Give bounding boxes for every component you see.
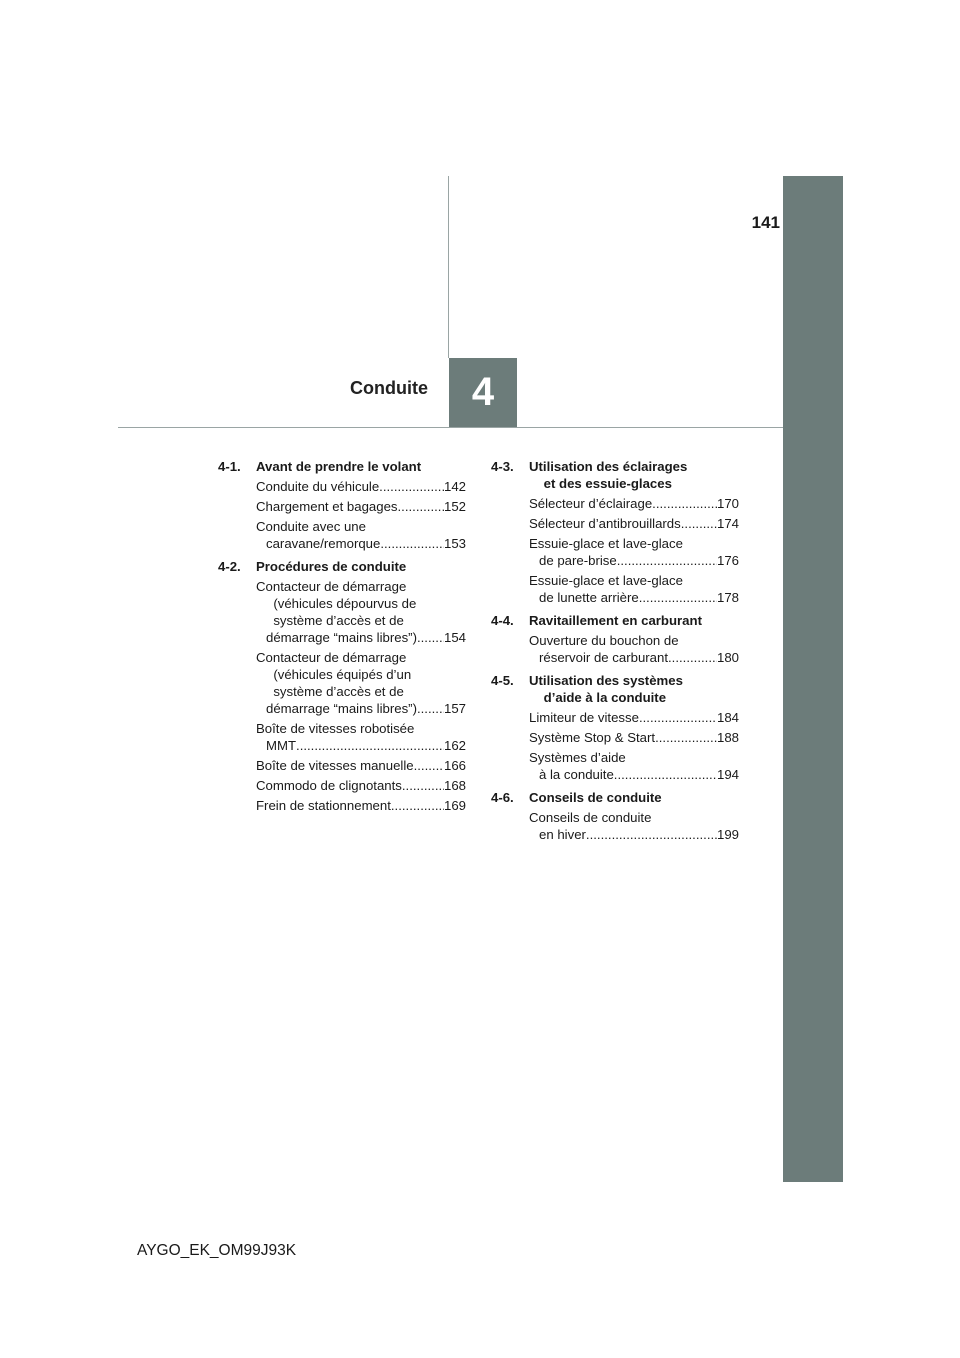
toc-entry-title-line: Conduite avec une (256, 519, 366, 534)
document-code: AYGO_EK_OM99J93K (137, 1242, 297, 1259)
toc-section-title: Procédures de conduite (256, 559, 407, 574)
toc-entry-title-line: Boîte de vitesses robotisée (256, 721, 415, 736)
toc-entry-title-line: Ouverture du bouchon de (529, 633, 679, 648)
chapter-title: Conduite (350, 378, 428, 398)
toc-entry-title-line: de pare-brise (539, 553, 617, 568)
toc-section-number: 4-1. (218, 459, 241, 474)
toc-entry-title-line: Frein de stationnement (256, 798, 391, 813)
toc-page-number: 157 (443, 701, 466, 716)
toc-entry-last-line (529, 729, 739, 746)
toc-entry[interactable] (529, 535, 739, 569)
toc-entry[interactable] (256, 498, 466, 515)
toc-section-number: 4-2. (218, 559, 241, 574)
toc-entry-title-line: à la conduite (539, 767, 614, 782)
toc-entry-last-line (539, 552, 739, 569)
toc-section-number: 4-5. (491, 673, 514, 688)
toc-entry-last-line (539, 826, 739, 843)
toc-entry-title-line: Commodo de clignotants (256, 778, 402, 793)
toc-page-number: 152 (443, 499, 466, 514)
toc-section-heading (218, 558, 466, 575)
toc-entry[interactable] (256, 797, 466, 814)
toc-entry-last-line (256, 757, 466, 774)
toc-entry-last-line (266, 700, 466, 717)
toc-entry[interactable] (529, 729, 739, 746)
toc-entry-title-line: Contacteur de démarrage (256, 579, 407, 594)
toc-section (491, 672, 739, 783)
page-number: 141 (751, 213, 780, 232)
toc-page-number: 180 (716, 650, 739, 665)
toc-section-heading (491, 672, 739, 706)
toc-entry-title-line: Système Stop & Start (529, 730, 656, 745)
dot-leader (639, 589, 717, 606)
toc-entry[interactable] (256, 518, 466, 552)
toc-section-number: 4-3. (491, 459, 514, 474)
toc-entry-title-line: (véhicules dépourvus de (266, 596, 417, 611)
toc-page-number: 153 (443, 536, 466, 551)
toc-section-title: Utilisation des éclairages et des essuie-glaces (529, 459, 688, 491)
toc-entry-title-line: Limiteur de vitesse (529, 710, 639, 725)
dot-leader (296, 737, 444, 754)
toc-entry[interactable] (256, 757, 466, 774)
toc-section-title: Conseils de conduite (529, 790, 662, 805)
toc-page-number: 176 (716, 553, 739, 568)
toc-entry-last-line (539, 649, 739, 666)
toc-entry-title-line: Boîte de vitesses manuelle (256, 758, 414, 773)
toc-entry-title-line: MMT (266, 738, 297, 753)
toc-entry-last-line (529, 495, 739, 512)
dot-leader (414, 757, 444, 774)
dot-leader (617, 552, 717, 569)
toc-entry[interactable] (256, 478, 466, 495)
toc-section (491, 789, 739, 843)
toc-column-left (218, 458, 466, 820)
toc-page-number: 178 (716, 590, 739, 605)
dot-leader (417, 629, 444, 646)
dot-leader (379, 478, 444, 495)
toc-entry-title-line: système d’accès et de (266, 613, 404, 628)
toc-entry-last-line (256, 797, 466, 814)
toc-entry-last-line (529, 709, 739, 726)
dot-leader (398, 498, 444, 515)
toc-section (218, 458, 466, 552)
toc-entry-last-line (539, 589, 739, 606)
toc-page-number: 170 (716, 496, 739, 511)
toc-entry[interactable] (256, 649, 466, 717)
toc-entry-title-line: Sélecteur d’éclairage (529, 496, 653, 511)
toc-entry[interactable] (529, 749, 739, 783)
header-horizontal-divider (118, 427, 783, 428)
toc-column-right (491, 458, 739, 849)
dot-leader (417, 700, 444, 717)
toc-entry-last-line (539, 766, 739, 783)
toc-page-number: 174 (716, 516, 739, 531)
toc-entry[interactable] (529, 709, 739, 726)
toc-page-number: 154 (443, 630, 466, 645)
toc-section-number: 4-4. (491, 613, 514, 628)
toc-entry-last-line (266, 629, 466, 646)
toc-section (491, 612, 739, 666)
dot-leader (380, 535, 444, 552)
toc-entry-title-line: en hiver (539, 827, 586, 842)
toc-page-number: 168 (443, 778, 466, 793)
toc-entry-title-line: système d’accès et de (266, 684, 404, 699)
toc-section-heading (491, 789, 739, 806)
toc-section (491, 458, 739, 606)
toc-entry[interactable] (529, 495, 739, 512)
toc-entry-last-line (256, 777, 466, 794)
toc-page-number: 169 (443, 798, 466, 813)
toc-entry-last-line (256, 478, 466, 495)
toc-entry-title-line: Sélecteur d’antibrouillards (529, 516, 681, 531)
toc-entry[interactable] (256, 777, 466, 794)
toc-page-number: 162 (443, 738, 466, 753)
toc-entry[interactable] (256, 720, 466, 754)
toc-entry-title-line: Chargement et bagages (256, 499, 398, 514)
toc-entry[interactable] (529, 809, 739, 843)
toc-section-heading (218, 458, 466, 475)
toc-entry-last-line (266, 737, 466, 754)
dot-leader (614, 766, 717, 783)
toc-entry-title-line: Essuie-glace et lave-glace (529, 536, 683, 551)
toc-entry-title-line: démarrage “mains libres”) (266, 630, 417, 645)
dot-leader (402, 777, 444, 794)
dot-leader (639, 709, 717, 726)
toc-entry-title-line: Conseils de conduite (529, 810, 652, 825)
toc-entry-last-line (266, 535, 466, 552)
toc-entry[interactable] (529, 515, 739, 532)
toc-entry-title-line: Conduite du véhicule (256, 479, 380, 494)
toc-entry-title-line: Systèmes d’aide (529, 750, 626, 765)
toc-entry[interactable] (529, 572, 739, 606)
toc-section-title: Ravitaillement en carburant (529, 613, 702, 628)
toc-entry-title-line: Essuie-glace et lave-glace (529, 573, 683, 588)
toc-page-number: 166 (443, 758, 466, 773)
toc-entry-last-line (529, 515, 739, 532)
toc-entry-last-line (256, 498, 466, 515)
toc-page-number: 142 (443, 479, 466, 494)
dot-leader (681, 515, 717, 532)
toc-entry-title-line: caravane/remorque (266, 536, 381, 551)
toc-entry-title-line: (véhicules équipés d’un (266, 667, 412, 682)
toc-page-number: 194 (716, 767, 739, 782)
toc-entry-title-line: réservoir de carburant (539, 650, 669, 665)
toc-section (218, 558, 466, 814)
dot-leader (655, 729, 717, 746)
toc-entry-title-line: Contacteur de démarrage (256, 650, 407, 665)
toc-entry[interactable] (256, 578, 466, 646)
chapter-side-tab (783, 176, 843, 1182)
toc-section-number: 4-6. (491, 790, 514, 805)
toc-entry-title-line: de lunette arrière (539, 590, 639, 605)
toc-entry[interactable] (529, 632, 739, 666)
toc-section-title: Utilisation des systèmes d’aide à la conduite (529, 673, 683, 705)
toc-entry-title-line: démarrage “mains libres”) (266, 701, 417, 716)
toc-section-heading (491, 458, 739, 492)
dot-leader (586, 826, 717, 843)
dot-leader (652, 495, 717, 512)
header-vertical-divider (448, 176, 449, 358)
toc-section-title: Avant de prendre le volant (256, 459, 422, 474)
toc-page-number: 199 (716, 827, 739, 842)
toc-section-heading (491, 612, 739, 629)
toc-page-number: 184 (716, 710, 739, 725)
chapter-number: 4 (471, 370, 495, 414)
toc-page-number: 188 (716, 730, 739, 745)
dot-leader (391, 797, 444, 814)
dot-leader (668, 649, 717, 666)
chapter-number-box (449, 358, 517, 427)
